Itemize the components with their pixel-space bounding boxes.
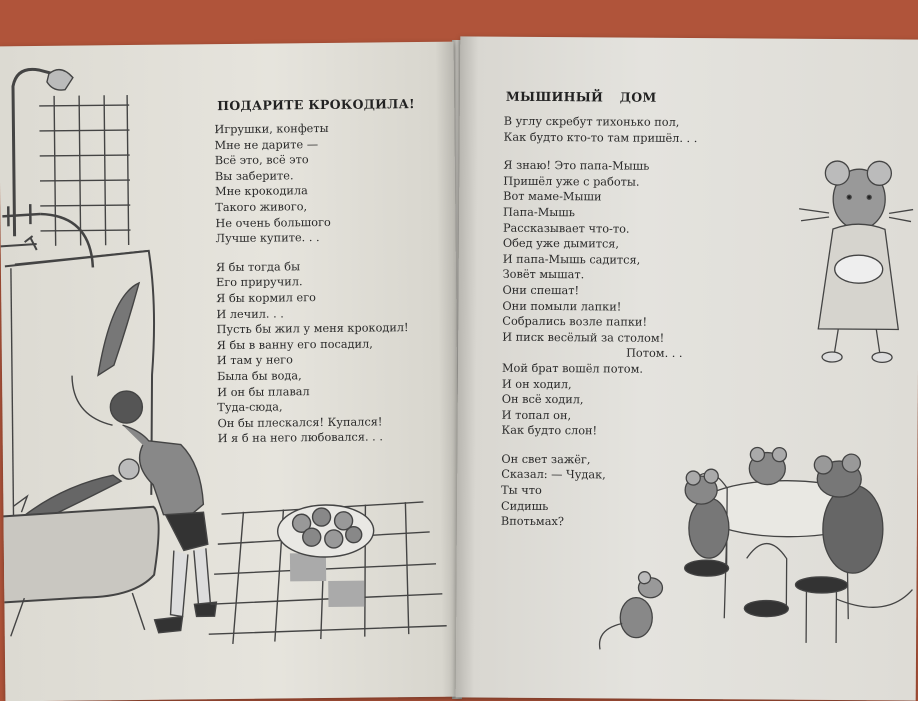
poem-line: Мой брат вошёл потом. (501, 361, 644, 376)
poem-line: Пришёл уже с работы. (503, 174, 640, 189)
poem-line: Сказал: — Чудак, (501, 468, 606, 482)
poem-line: Игрушки, конфеты (214, 121, 329, 137)
poem-line: Такого живого, (215, 200, 308, 215)
poem-line: И он бы плавал (217, 384, 310, 399)
poem-left (214, 120, 410, 460)
right-page (456, 36, 918, 700)
poem-line: И папа-Мышь садится, (502, 252, 641, 267)
poem-line: Он всё ходил, (501, 392, 584, 407)
poem-line: И там у него (216, 353, 293, 368)
poem-line: Туда-сюда, (217, 400, 283, 415)
stanza (214, 120, 407, 247)
poem-line: Не очень большого (215, 215, 331, 230)
left-page (0, 42, 460, 701)
poem-line: И он ходил, (501, 377, 572, 391)
poem-line: И топал он, (501, 408, 572, 422)
poem-line: Я бы кормил его (216, 291, 316, 306)
poem-line: Они спешат! (502, 283, 580, 298)
poem-line: Как будто кто-то там пришёл. . . (503, 130, 698, 145)
poem-line: Папа-Мышь (503, 205, 576, 220)
poem-line: Ты что (501, 483, 542, 498)
poem-line: Потом. . . (626, 346, 683, 361)
poem-line: Он свет зажёг, (501, 452, 591, 467)
poem-line: Обед уже дымится, (502, 236, 620, 251)
poem-line: Как будто слон! (501, 423, 598, 438)
poem-line: И лечил. . . (216, 306, 284, 321)
poem-line: Была бы вода, (216, 369, 302, 384)
poem-line: И я б на него любовался. . . (217, 430, 383, 446)
poem-right (501, 114, 698, 544)
poem-line: Его приручил. (216, 275, 303, 290)
poem-line: Мне не дарите — (214, 137, 319, 152)
poem-line: Он бы плескался! Купался! (217, 415, 383, 430)
stanza (504, 114, 698, 147)
poem-line: В углу скребут тихонько пол, (503, 114, 680, 129)
stanza (502, 361, 696, 440)
poem-title-left: ПОДАРИТЕ КРОКОДИЛА! (217, 96, 415, 114)
poem-line: Я бы тогда бы (215, 260, 301, 274)
mother-mouse-illustration (788, 159, 918, 370)
poem-line: Собрались возле папки! (502, 314, 648, 329)
poem-line: И писк весёлый за столом! (502, 330, 665, 345)
poem-line: Лучше купите. . . (215, 231, 320, 246)
stanza (502, 158, 697, 346)
stanza (216, 258, 410, 447)
poem-line: Вы заберите. (214, 169, 294, 183)
poem-line: Мне крокодила (215, 184, 308, 199)
poem-line: Впотьмах? (500, 514, 564, 529)
stanza (502, 345, 696, 362)
poem-line: Рассказывает что-то. (502, 221, 630, 236)
poem-line: Я бы в ванну его посадил, (216, 337, 373, 352)
poem-line: Вот маме-Мыши (503, 190, 602, 204)
stanza (501, 452, 695, 531)
poem-line: Пусть бы жил у меня крокодил! (216, 321, 409, 337)
poem-title-right: МЫШИНЫЙ ДОМ (505, 88, 657, 105)
poem-line: Они помыли лапки! (502, 299, 622, 314)
poem-line: Я знаю! Это папа-Мышь (503, 158, 650, 173)
poem-line: Сидишь (500, 499, 549, 513)
poem-line: Всё это, всё это (214, 153, 309, 168)
poem-line: Зовёт мышат. (502, 268, 585, 282)
